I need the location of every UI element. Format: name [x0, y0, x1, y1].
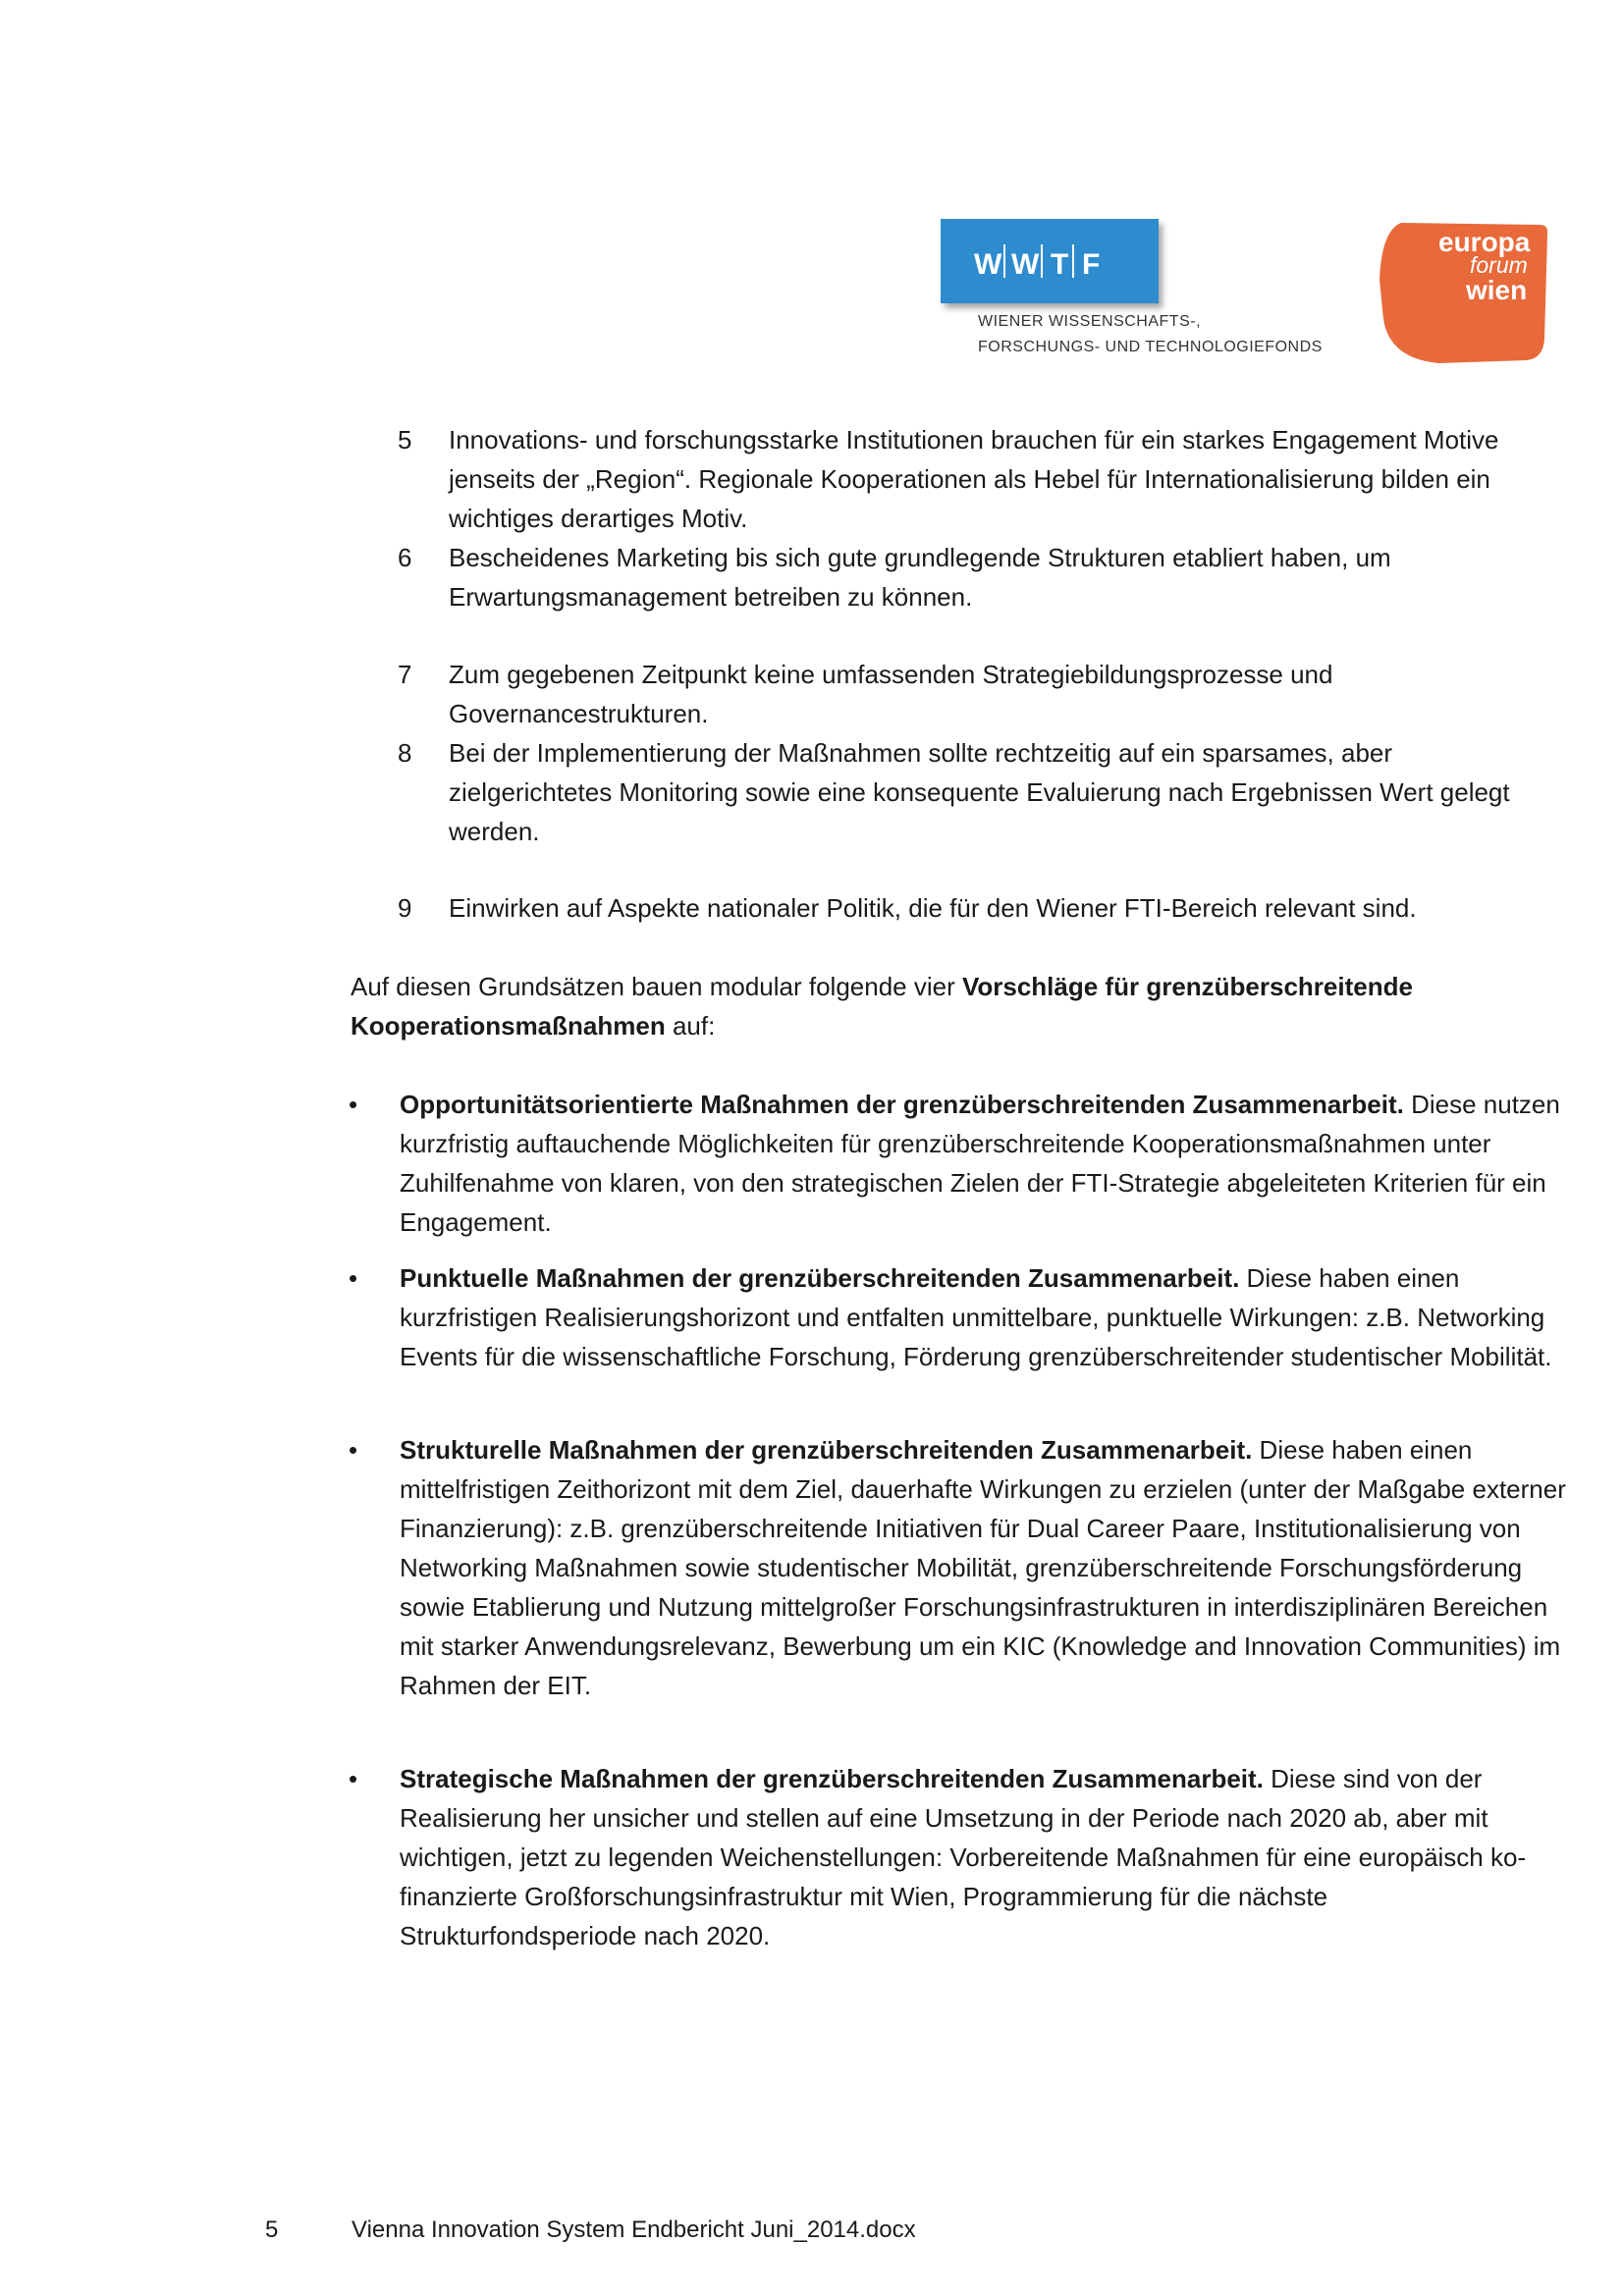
intro-bold: Vorschläge für grenzüberschreitende Kooperationsmaßnahmen — [351, 972, 1413, 1041]
wwtf-letter: W — [1011, 248, 1040, 280]
bullet-heading: Punktuelle Maßnahmen der grenzüberschreitenden Zusammenarbeit. — [400, 1263, 1240, 1293]
wwtf-name-line2: FORSCHUNGS- UND TECHNOLOGIEFONDS — [978, 339, 1323, 355]
bullet-text — [400, 1258, 1566, 1376]
wwtf-logo — [941, 219, 1353, 356]
ef-logo-text: wien — [1466, 275, 1528, 305]
intro-text: Auf diesen Grundsätzen bauen modular folgende vier — [351, 972, 962, 1001]
bullet-body: Diese sind von der Realisierung her unsicher und stellen auf eine Umsetzung in der Periode nach 2020 ab, aber mit wichtigen, jetzt zu legenden Weichenstellungen: Vorbereitende Maßnahmen für eine europäisch ko-finanzierte Großforschungsinfrastruktur mit Wien, Programmierung für die nächste Strukturfondsperiode nach 2020. — [400, 1764, 1527, 1950]
wwtf-letter: T — [1051, 248, 1069, 280]
footer-document-title: Vienna Innovation System Endbericht Juni_2014.docx — [352, 2216, 916, 2243]
bullet-heading: Strukturelle Maßnahmen der grenzüberschreitenden Zusammenarbeit. — [400, 1435, 1253, 1465]
bullet-text — [400, 1759, 1566, 1955]
list-number: 9 — [398, 893, 412, 923]
wwtf-letters — [974, 244, 1121, 280]
ef-logo-text: europa — [1438, 227, 1531, 257]
list-text: Einwirken auf Aspekte nationaler Politik, die für den Wiener FTI-Bereich relevant sind. — [449, 893, 1417, 923]
list-text: Bei der Implementierung der Maßnahmen sollte rechtzeitig auf ein sparsames, aber zielgerichtetes Monitoring sowie eine konsequente Evaluierung nach Ergebnissen Wert gelegt werden. — [449, 738, 1510, 846]
bullet-text — [400, 1085, 1566, 1242]
europa-forum-wien-logo — [1380, 221, 1548, 363]
list-number: 5 — [398, 425, 412, 454]
wwtf-name-line1: WIENER WISSENSCHAFTS-, — [978, 313, 1202, 330]
list-number: 8 — [398, 738, 412, 768]
intro-paragraph — [351, 967, 1568, 1045]
list-text: Innovations- und forschungsstarke Institutionen brauchen für ein starkes Engagement Motive jenseits der „Region“. Regionale Kooperationen als Hebel für Internationalisierung bilden ein wichtiges derartiges Motiv. — [449, 425, 1499, 533]
bullet-body: Diese haben einen mittelfristigen Zeithorizont mit dem Ziel, dauerhafte Wirkungen zu erzielen (unter der Maßgabe externer Finanzierung): z.B. grenzüberschreitende Initiativen für Dual Career Paare, Institutionalisierung von Networking Maßnahmen sowie studentischer Mobilität, grenzüberschreitende Forschungsförderung sowie Etablierung und Nutzung mittelgroßer Forschungsinfrastrukturen in interdisziplinären Bereichen mit starker Anwendungsrelevanz, Bewerbung um ein KIC (Knowledge and Innovation Communities) im Rahmen der EIT. — [400, 1435, 1566, 1700]
bullet-body: Diese haben einen kurzfristigen Realisierungshorizont und entfalten unmittelbare, punktuelle Wirkungen: z.B. Networking Events für die wissenschaftliche Forschung, Förderung grenzüberschreitender studentischer Mobilität. — [400, 1263, 1552, 1371]
bullet-icon: • — [349, 1435, 358, 1465]
intro-text-end: auf: — [665, 1011, 716, 1041]
bullet-icon: • — [349, 1090, 358, 1119]
bullet-icon: • — [349, 1764, 358, 1793]
bullet-text — [400, 1430, 1566, 1705]
wwtf-letter: W — [974, 248, 1002, 280]
bullet-heading: Strategische Maßnahmen der grenzüberschreitenden Zusammenarbeit. — [400, 1764, 1264, 1793]
bullet-icon: • — [349, 1263, 358, 1293]
ef-logo-text: forum — [1470, 252, 1528, 278]
bullet-heading: Opportunitätsorientierte Maßnahmen der grenzüberschreitenden Zusammenarbeit. — [400, 1090, 1404, 1119]
list-number: 7 — [398, 660, 412, 689]
list-text: Bescheidenes Marketing bis sich gute grundlegende Strukturen etabliert haben, um Erwartungsmanagement betreiben zu können. — [449, 543, 1391, 612]
bullet-body: Diese nutzen kurzfristig auftauchende Möglichkeiten für grenzüberschreitende Kooperationsmaßnahmen unter Zuhilfenahme von klaren, von den strategischen Zielen der FTI-Strategie abgeleiteten Kriterien für ein Engagement. — [400, 1090, 1560, 1237]
list-number: 6 — [398, 543, 412, 572]
wwtf-letter: F — [1082, 248, 1101, 280]
footer-page-number: 5 — [265, 2216, 279, 2243]
list-text: Zum gegebenen Zeitpunkt keine umfassenden Strategiebildungsprozesse und Governancestrukturen. — [449, 660, 1333, 728]
wwtf-logo-box — [941, 219, 1159, 303]
